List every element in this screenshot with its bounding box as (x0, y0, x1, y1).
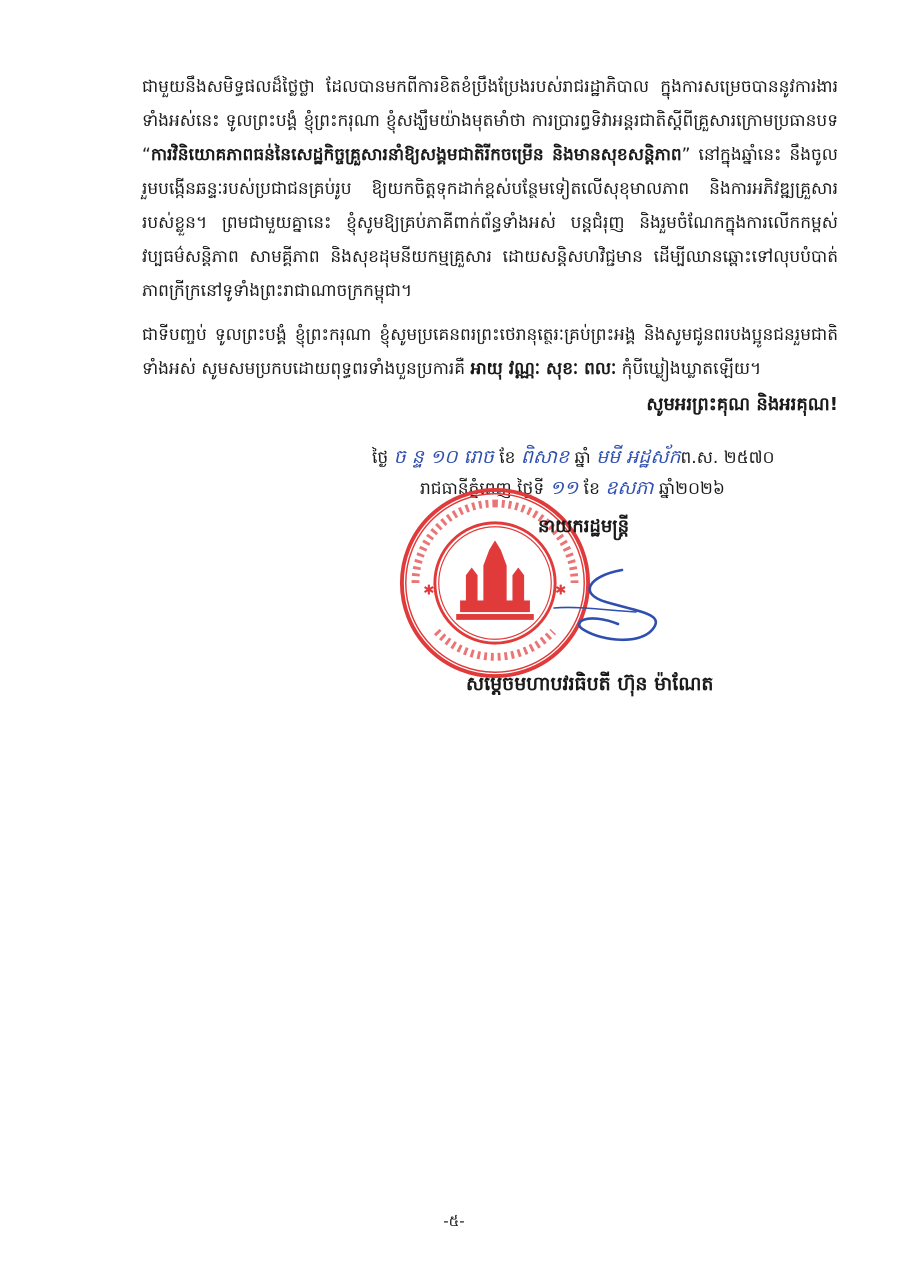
svg-text:✱: ✱ (423, 582, 435, 599)
page-number: -៥- (443, 1212, 465, 1230)
lunar-year-handwritten: មមី អដ្ឋស័ក (596, 446, 681, 468)
paragraph-2-text-b: កុំបីឃ្លៀងឃ្លាតឡើយ។ (616, 359, 762, 379)
paragraph-1-text-b: ” នៅក្នុងឆ្នាំនេះ នឹងចូលរួមបង្កើនឆន្ទៈរបស់ប្រជាជនគ្រប់រូប ឱ្យយកចិត្តទុកដាក់ខ្ពស់បន្ថែមទៀតលើសុខុមាលភាព និងការអភិវឌ្ឍគ្រួសាររបស់ខ្លួន។ ព្រមជាមួយគ្នានេះ ខ្ញុំសូមឱ្យគ្រប់ភាគីពាក់ព័ន្ធទាំងអស់ បន្តជំរុញ និងរួមចំណែកក្នុងការលើកកម្ពស់វប្បធម៌សន្តិភាព សាមគ្គីភាព និងសុខដុមនីយកម្មគ្រួសារ ដោយសន្តិសហវិជ្ជមាន ដើម្បីឈានឆ្ពោះទៅលុបបំបាត់ភាពក្រីក្រនៅទូទាំងព្រះរាជាណាចក្រកម្ពុជា។ (142, 145, 838, 301)
solar-month-label: ខែ (578, 479, 606, 499)
lunar-month-label: ខែ (493, 448, 521, 468)
lunar-date-prefix: ថ្ងៃ (372, 448, 394, 468)
lunar-month-handwritten: ពិសាខ (520, 446, 570, 468)
paragraph-2 (142, 318, 838, 386)
family-day-theme: ការវិនិយោគភាពធន់នៃសេដ្ឋកិច្ចគ្រួសារនាំឱ្យសង្គមជាតិរីកចម្រើន និងមានសុខសន្តិភាព (150, 145, 682, 165)
blessing-words: អាយុ វណ្ណៈ សុខៈ ពលៈ (470, 359, 617, 379)
paragraph-1-text-a: ជាមួយនឹងសមិទ្ធផលដ៏ថ្លៃថ្លា ដែលបានមកពីការខិតខំប្រឹងប្រែងរបស់រាជរដ្ឋាភិបាល ក្នុងការសម្រេចបាននូវការងារទាំងអស់នេះ ទូលព្រះបង្គំ ខ្ញុំព្រះករុណា ខ្ញុំសង្ឃឹមយ៉ាងមុតមាំថា ការប្រារព្ធទិវាអន្តរជាតិស្តីពីគ្រួសារក្រោមប្រធានបទ “ (142, 77, 838, 165)
paragraph-1 (142, 70, 838, 308)
solar-day-handwritten: ១១ (549, 477, 579, 499)
solar-date-prefix: រាជធានីភ្នំពេញ ថ្ងៃទី (420, 479, 550, 499)
lunar-day-handwritten: ច ន្ទ ១០ រោច (393, 446, 494, 468)
solar-month-handwritten: ឧសភា (605, 477, 654, 499)
buddhist-era: ព.ស. ២៥៧០ (680, 448, 775, 468)
closing-thanks: សូមអរព្រះគុណ និងអរគុណ! (646, 394, 838, 415)
signer-name: សម្តេចមហាបវរធិបតី ហ៊ុន ម៉ាណែត (466, 673, 714, 695)
paragraph-2-text-a: ជាទីបញ្ចប់ ទូលព្រះបង្គំ ខ្ញុំព្រះករុណា ខ្ញុំសូមប្រគេនពរព្រះថេរានុត្ថេរៈគ្រប់ព្រះអង្គ និងសូមជូនពរបងប្អូនជនរួមជាតិទាំងអស់ សូមសមប្រកបដោយពុទ្ធពរទាំងបួនប្រការគឺ (142, 325, 838, 379)
svg-text:✱: ✱ (555, 582, 567, 599)
prime-minister-title: នាយករដ្ឋមន្ត្រី (538, 516, 630, 537)
lunar-year-label: ឆ្នាំ (569, 448, 597, 468)
signature-icon (548, 556, 678, 652)
lunar-date-line (372, 440, 842, 475)
solar-year: ឆ្នាំ២០២៦ (653, 479, 725, 499)
